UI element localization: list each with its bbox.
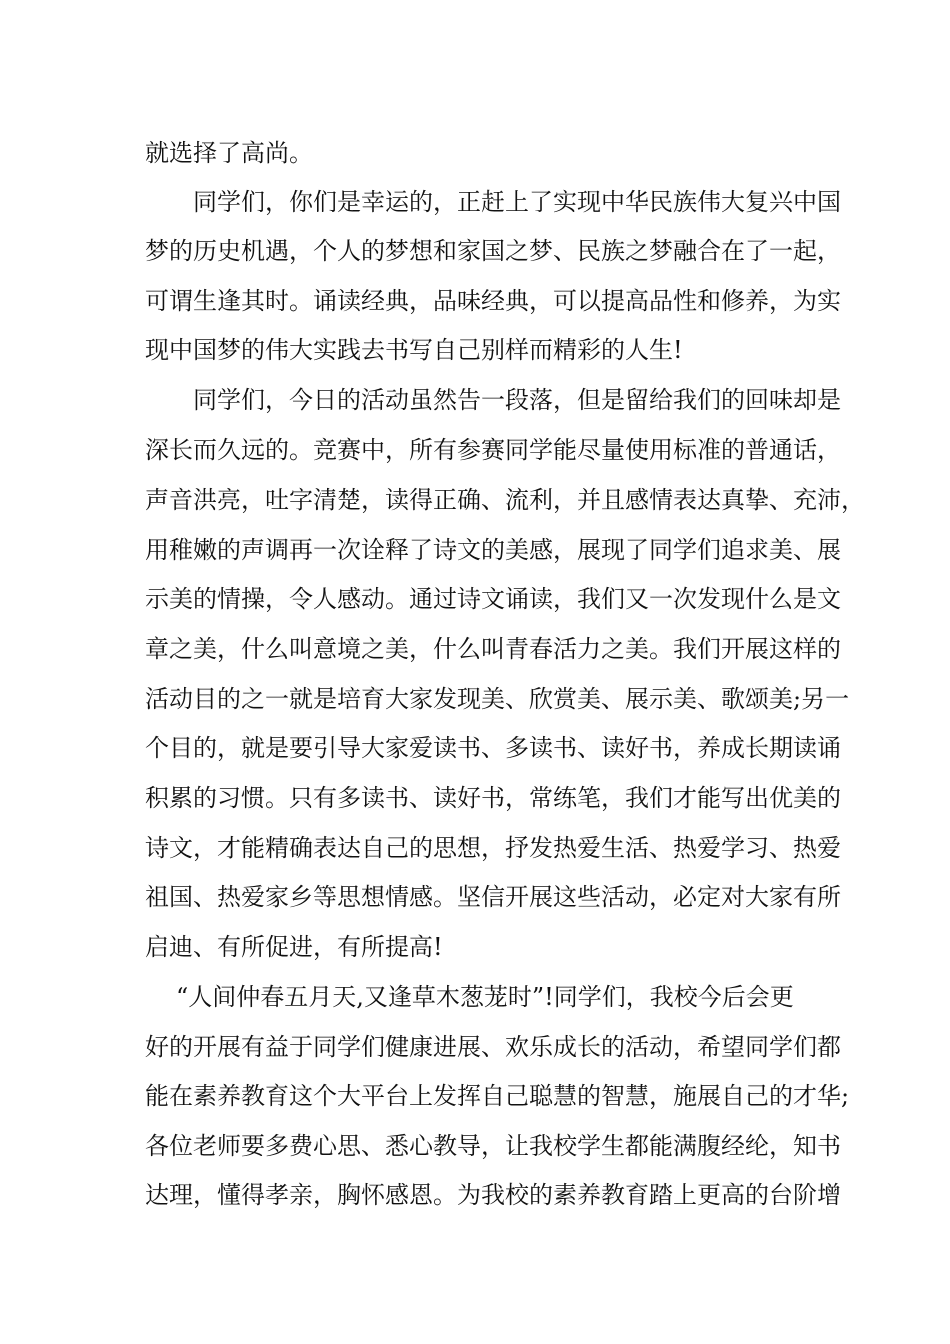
text-line: 能在素养教育这个大平台上发挥自己聪慧的智慧，施展自己的才华; [145, 1082, 850, 1110]
text-line: 深长而久远的。竞赛中，所有参赛同学能尽量使用标准的普通话， [145, 436, 841, 464]
paragraph-start-line: 同学们，今日的活动虽然告一段落，但是留给我们的回味却是 [193, 386, 841, 414]
text-line: 章之美，什么叫意境之美，什么叫青春活力之美。我们开展这样的 [145, 635, 841, 663]
text-line: 示美的情操，令人感动。通过诗文诵读，我们又一次发现什么是文 [145, 585, 841, 613]
text-line: 好的开展有益于同学们健康进展、欢乐成长的活动，希望同学们都 [145, 1033, 841, 1061]
text-line: 现中国梦的伟大实践去书写自己别样而精彩的人生! [145, 336, 683, 364]
text-line: 声音洪亮，吐字清楚，读得正确、流利，并且感情表达真挚、充沛， [145, 486, 865, 514]
text-line: 个目的，就是要引导大家爱读书、多读书、读好书，养成长期读诵 [145, 734, 841, 762]
text-line: 祖国、热爱家乡等思想情感。坚信开展这些活动，必定对大家有所 [145, 883, 841, 911]
text-line: 可谓生逢其时。诵读经典，品味经典，可以提高品性和修养，为实 [145, 287, 841, 315]
text-line: 积累的习惯。只有多读书、读好书，常练笔，我们才能写出优美的 [145, 784, 841, 812]
text-line: 启迪、有所促进，有所提高! [145, 933, 443, 961]
text-line: 活动目的之一就是培育大家发现美、欣赏美、展示美、歌颂美;另一 [145, 685, 850, 713]
text-line: 梦的历史机遇，个人的梦想和家国之梦、民族之梦融合在了一起， [145, 237, 841, 265]
paragraph-start-line: “人间仲春五月天,又逢草木葱茏时”!同学们，我校今后会更 [176, 983, 794, 1011]
paragraph-start-line: 同学们，你们是幸运的，正赶上了实现中华民族伟大复兴中国 [193, 188, 841, 216]
text-line: 就选择了高尚。 [145, 139, 313, 167]
text-line: 达理，懂得孝亲，胸怀感恩。为我校的素养教育踏上更高的台阶增 [145, 1181, 841, 1209]
text-line: 诗文，才能精确表达自己的思想，抒发热爱生活、热爱学习、热爱 [145, 834, 841, 862]
text-line: 用稚嫩的声调再一次诠释了诗文的美感，展现了同学们追求美、展 [145, 536, 841, 564]
text-line: 各位老师要多费心思、悉心教导，让我校学生都能满腹经纶，知书 [145, 1132, 841, 1160]
